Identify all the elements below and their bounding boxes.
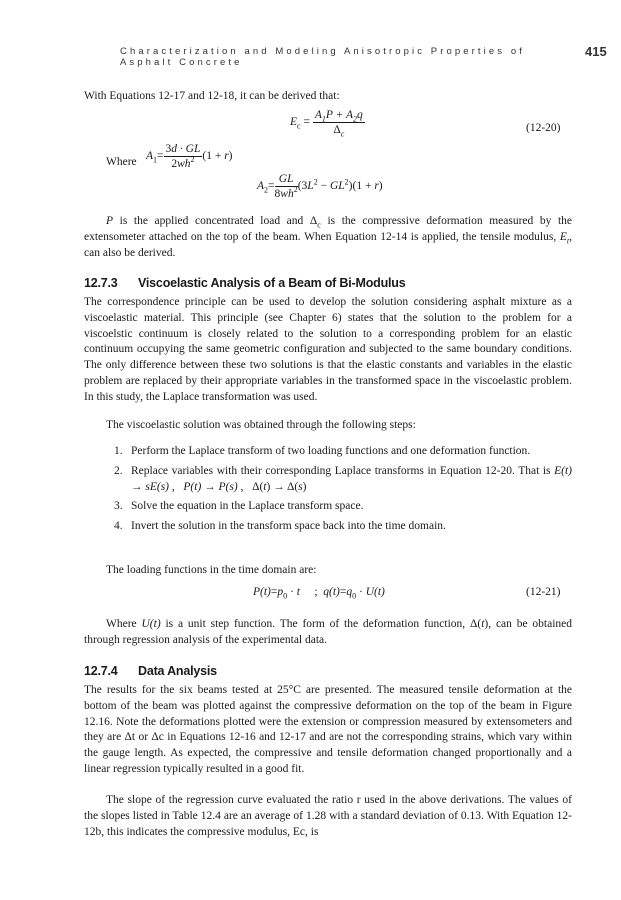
list-item: 2. Replace variables with their corresponding Laplace transforms in Equation 12-20. That is E(t) → sE(s) , P(t) → P(s) , Δ(t) → Δ(s) [114,464,573,493]
equation-a1: $A_1=$ $\frac{3d \cdot GL}{2wh^2}$ (1 + r) [146,143,233,170]
intro-text: With Equations 12-17 and 12-18, it can be derived that: [84,90,340,102]
loading-functions-text: The loading functions in the time domain are: [106,564,317,576]
section-12-7-4-paragraph-2: The slope of the regression curve evaluated the ratio r used in the above derivations. The values of the slopes listed in Table 12.4 are an average of 1.28 with a standard deviation of 0.13. With Equation 12-12b, this indicates the compressive modulus, Ec, is [84,794,572,838]
list-item: 1. Perform the Laplace transform of two loading functions and one deformation function. [114,445,531,457]
unit-step-paragraph: Where U(t) is a unit step function. The form of the deformation function, Δ(t), can be obtained through regression analysis of the experimental data. [84,618,573,646]
list-item: 3. Solve the equation in the Laplace transform space. [114,500,364,513]
steps-list [84,444,572,539]
equation-12-21: $P(t)=p_0 \cdot t$ ; $q(t)=q_0 \cdot U(t)$ [253,586,385,601]
section-12-7-3-paragraph-2: The viscoelastic solution was obtained through the following steps: [106,419,416,431]
definitions-paragraph: P is the applied concentrated load and $\Delta_c$ is the compressive deformation measured by the extensometer attached on the top of the beam. When Equation 12-14 is applied, the tensile modulus, $E_t$, can also be derived. [84,215,573,259]
equation-label-12-20: (12-20) [526,122,561,134]
where-label: Where [106,156,137,168]
list-item: 4. Invert the solution in the transform space back into the time domain. [114,520,446,533]
section-12-7-3-paragraph-1: The correspondence principle can be used to develop the solution considering asphalt mixture as a viscoelastic material. This principle (see Chapter 6) states that the solution to the problem for a viscoelstic continuum is closely related to the solution to a corresponding problem for an elastic continuum occupying the same geometric configuration and subjected to the same boundary conditions. The only difference between these two solutions is that the elastic constants and variables in the elastic problem are replaced by their appropriate variables in the transformed space in the viscoelastic problem. In this study, the Laplace transformation was used. [84,296,572,403]
section-12-7-4-paragraph-1: The results for the six beams tested at 25°C are presented. The measured tensile deformation at the bottom of the beam was plotted against the compressive deformation on the top of the beam in Figure 12.16. Note the deformations plotted were the extension or compression measured by extensometers and they are Δt or Δc in Equations 12-16 and 12-17 and are not the corresponding strains, which vary within the gauge length. As expected, the compressive and tensile deformation changed proportionally and a linear regression typically resulted in a good fit. [84,684,572,775]
equation-label-12-21: (12-21) [526,586,561,598]
running-head: Characterization and Modeling Anisotropic Properties of Asphalt Concrete [120,46,525,68]
section-heading-12-7-3: 12.7.3 Viscoelastic Analysis of a Beam of Bi-Modulus [84,276,406,290]
equation-12-20: $E_c$ = $\frac{A_1P + A_2q}{\Delta_c}$ [290,109,363,139]
section-heading-12-7-4: 12.7.4 Data Analysis [84,664,217,678]
equation-a2: $A_2=$ $\frac{GL}{8wh^2}$ $(3L^2 - GL^2)(1 + r)$ [257,173,383,200]
page-number: 415 [585,44,607,59]
